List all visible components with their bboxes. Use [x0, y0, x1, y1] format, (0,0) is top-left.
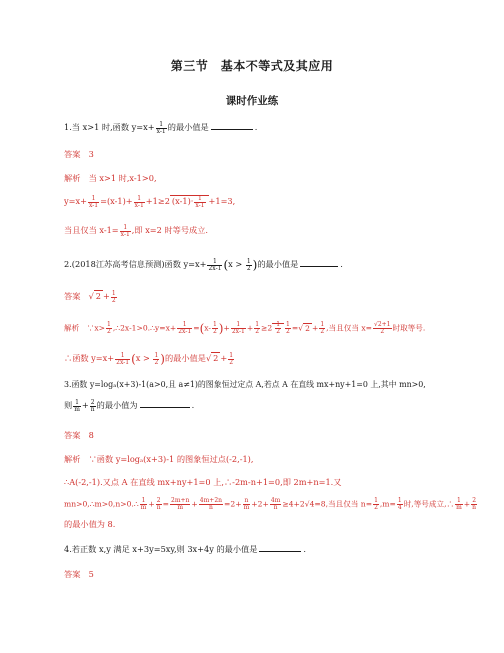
q3-solution-line-2: ∴A(-2,-1).又点 A 在直线 mx+ny+1=0 上,∴-2m-n+1=0,即 2m+n=1.又 [64, 477, 342, 487]
section-title: 第三节 基本不等式及其应用 [170, 59, 334, 73]
q2-answer: 答案 √ 2 + $\frac{1}{2}$ [64, 289, 116, 304]
answer-blank [211, 121, 253, 130]
q3-solution-line-1: 解析 ∵函数 y=logₐ(x+3)-1 的图象恒过点(-2,-1), [64, 454, 254, 464]
q3-answer: 答案 8 [64, 430, 94, 440]
answer-blank [300, 258, 338, 267]
q4-answer: 答案 5 [64, 569, 94, 579]
q2-stem: 2.(2018江苏高考信息预测)函数 y=x+ $\frac{1}{2x-1}$ (x > $\frac{1}{2}$ )的最小值是 . [64, 257, 343, 272]
answer-blank [259, 543, 301, 552]
q4-stem: 4.若正数 x,y 满足 x+3y=5xy,则 3x+4y 的最小值是 . [64, 544, 307, 554]
q1-stem: 1.当 x>1 时,函数 y=x+ $\frac{1}{x-1}$ 的最小值是 . [64, 120, 258, 135]
q1-solution-line-2: y=x+ $\frac{1}{x-1}$ =(x-1)+ $\frac{1}{x-1}$ +1≥2 (x-1)· $\frac{1}{x-1}$ +1=3, [64, 194, 236, 209]
q3-stem-line-1: 3.函数 y=logₐ(x+3)-1(a>0,且 a≠1)的图象恒过定点 A,若点 A 在直线 mx+ny+1=0 上,其中 mn>0, [64, 380, 426, 389]
worksheet-subtitle: 课时作业练 [225, 95, 279, 107]
answer-blank [140, 399, 190, 408]
q3-solution-line-4: 的最小值为 8. [64, 519, 116, 529]
q2-solution-line-2: ∴函数 y=x+ $\frac{1}{2x-1}$ (x > $\frac{1}{2}$ )的最小值是√ 2 + $\frac{1}{2}$ [64, 351, 234, 366]
q1-answer: 答案 3 [64, 149, 94, 159]
q1-solution-line-1: 解析 当 x>1 时,x-1>0, [64, 173, 157, 183]
q1-solution-line-3: 当且仅当 x-1= $\frac{1}{x-1}$ ,即 x=2 时等号成立. [64, 223, 209, 238]
fraction: $\frac{1}{x-1}$ [156, 120, 166, 135]
q2-solution-line-1: 解析 ∵x> $\frac{1}{2}$ ,∴2x-1>0.∴y=x+ $\frac{1}{2x-1}$ =(x- $\frac{1}{2}$ )+ $\frac{1}{2x-1}$ + $\frac{1}{2}$ ≥2 $\frac{1}{2}$ $\frac{1}{2}$ =√ 2 + $\frac{1}{2}$ ,当且仅当 x= $\frac{√2+1}{2}$ 时取等号. [64, 321, 426, 336]
q3-stem-line-2: 则 $\frac{1}{m}$ + $\frac{2}{n}$ 的最小值为 . [64, 398, 195, 413]
q3-solution-line-3: mn>0,∴m>0,n>0.∴ $\frac{1}{m}$ + $\frac{2}{n}$ = $\frac{2m+n}{m}$ + $\frac{4m+2n}{n}$ =2+ $\frac{n}{m}$ +2+ $\frac{4m}{n}$ ≥4+2√4=8,当且仅当 n= $\frac{1}{2}$ ,m= $\frac{1}{4}$ 时,等号成立,∴ $\frac{1}{m}$ + $\frac{2}{n}$ [64, 497, 477, 511]
